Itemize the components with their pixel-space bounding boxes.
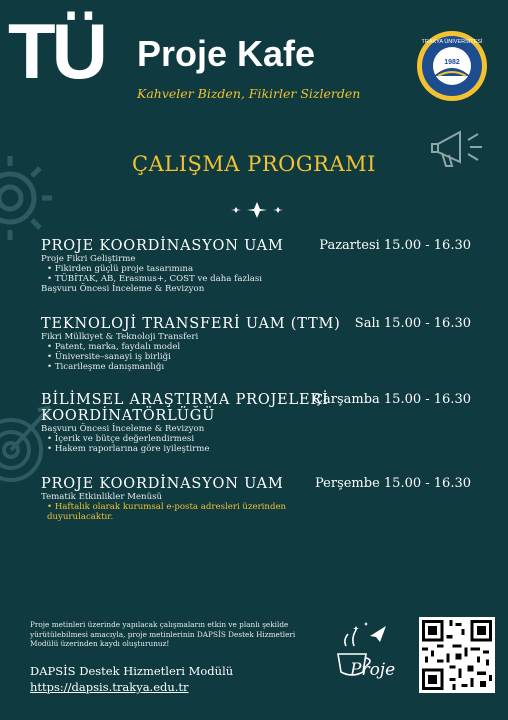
- list-item: • Hakem raporlarına göre iyileştirme: [47, 444, 471, 454]
- dapsis-link[interactable]: https://dapsis.trakya.edu.tr: [30, 680, 189, 694]
- block-time: Perşembe 15.00 - 16.30: [315, 476, 471, 491]
- proje-wordmark: Proje: [350, 660, 396, 680]
- block-list: [41, 342, 471, 372]
- block-time: Çarşamba 15.00 - 16.30: [313, 392, 471, 407]
- schedule-block-tuesday: [41, 316, 471, 372]
- university-seal: [416, 30, 488, 102]
- block-subtitle: Başvuru Öncesi İnceleme & Revizyon: [41, 424, 205, 434]
- block-title: PROJE KOORDİNASYON UAM: [41, 238, 284, 254]
- block-extra: Başvuru Öncesi İnceleme & Revizyon: [41, 284, 205, 294]
- list-item: • TÜBİTAK, AB, Erasmus+, COST ve daha fazlası: [47, 274, 471, 284]
- sparkles-icon: [222, 202, 292, 218]
- list-item: • Patent, marka, faydalı model: [47, 342, 471, 352]
- list-item: • Fikirden güçlü proje tasarımına: [47, 264, 471, 274]
- block-subtitle: Proje Fikri Geliştirme: [41, 254, 136, 264]
- footer-note: Proje metinleri üzerinde yapılacak çalışmaların etkin ve planlı şekilde yürütülebilmesi amacıyla, proje metinlerinin DAPSİS Destek Hizmetleri Modülü üzerinden kaydı oluşturunuz!: [30, 620, 296, 648]
- logo-title: Proje Kafe: [137, 33, 316, 74]
- schedule-block-monday: [41, 238, 471, 294]
- qr-code-icon[interactable]: [419, 617, 495, 693]
- block-subtitle: Fikri Mülkiyet & Teknoloji Transferi: [41, 332, 199, 342]
- block-title: BİLİMSEL ARAŞTIRMA PROJELERİ: [41, 392, 329, 408]
- paper-plane-icon: [370, 626, 386, 642]
- block-list: [41, 264, 471, 284]
- block-subtitle: Tematik Etkinlikler Menüsü: [41, 492, 163, 502]
- list-item: • Üniversite–sanayi iş birliği: [47, 352, 471, 362]
- block-time: Salı 15.00 - 16.30: [354, 316, 471, 331]
- tagline: Kahveler Bizden, Fikirler Sizlerden: [137, 86, 361, 101]
- schedule-block-thursday: [41, 476, 471, 522]
- block-list: [41, 434, 471, 454]
- seal-text: TRAKYA ÜNİVERSİTESİ: [421, 39, 483, 45]
- list-item: • İçerik ve bütçe değerlendirmesi: [47, 434, 471, 444]
- block-title: PROJE KOORDİNASYON UAM: [41, 476, 284, 492]
- footer-module: DAPSİS Destek Hizmetleri Modülü: [30, 664, 234, 678]
- seal-year: 1982: [444, 59, 460, 66]
- block-time: Pazartesi 15.00 - 16.30: [319, 238, 471, 253]
- list-item: • Ticarileşme danışmanlığı: [47, 362, 471, 372]
- schedule-block-wednesday: [41, 392, 471, 454]
- block-title: TEKNOLOJİ TRANSFERİ UAM (TTM): [41, 316, 341, 332]
- block-title-line2: KOORDİNATÖRLÜĞÜ: [41, 408, 216, 424]
- program-title: ÇALIŞMA PROGRAMI: [132, 152, 376, 176]
- block-list: [41, 502, 317, 522]
- coffee-cup-icon: [326, 616, 414, 694]
- list-item: • Haftalık olarak kurumsal e-posta adresleri üzerinden duyurulacaktır.: [47, 502, 317, 522]
- logo-mark: TÜ: [8, 7, 104, 95]
